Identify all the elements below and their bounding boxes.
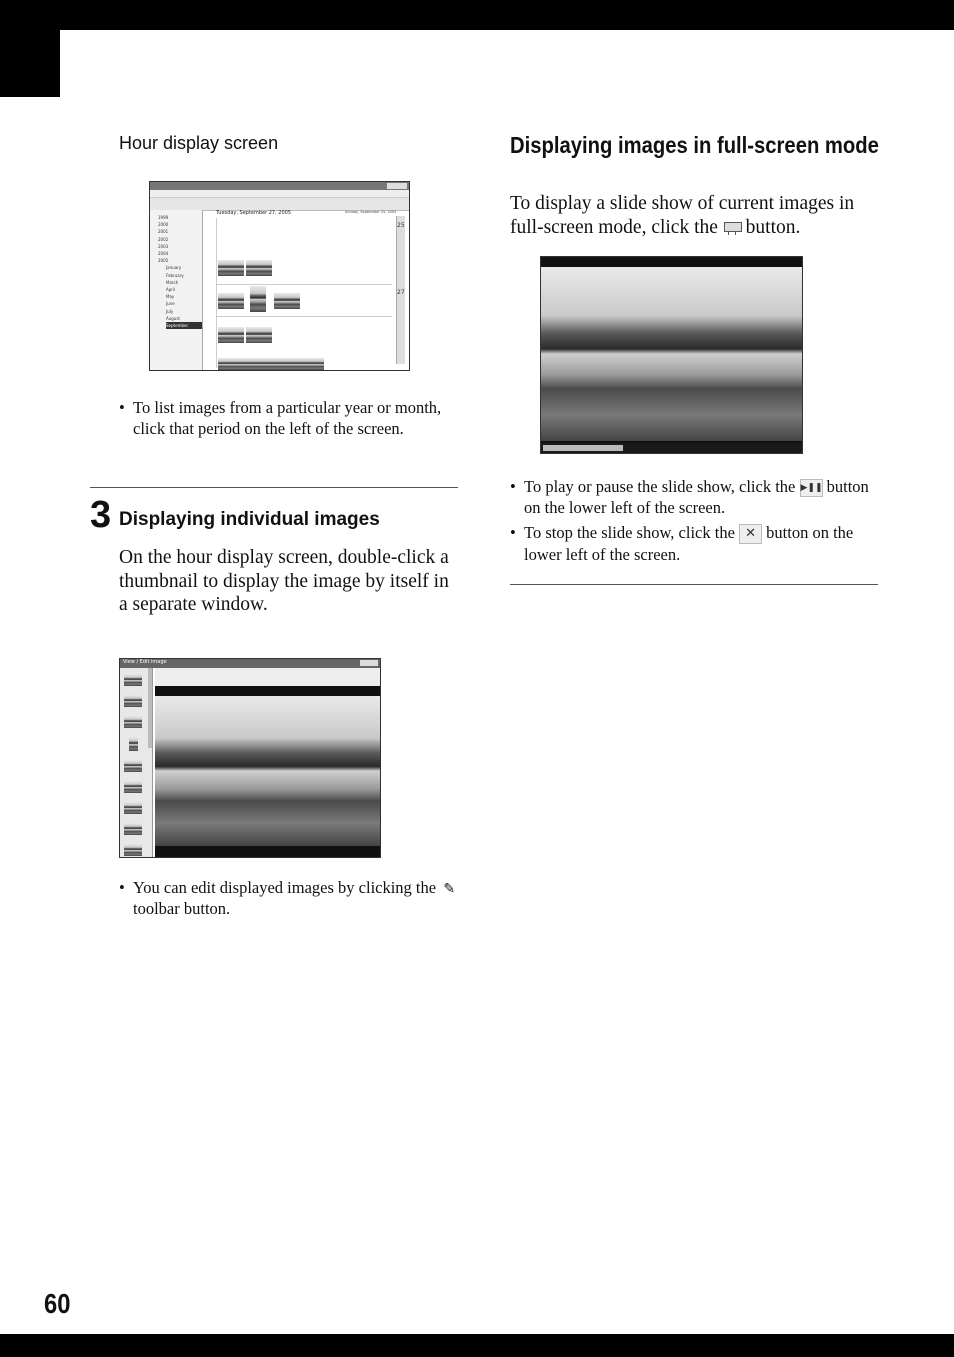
thumbnail[interactable] [274,293,300,309]
bullet-text: button on the lower left of the screen. [524,477,869,518]
slideshow-icon[interactable] [723,221,741,235]
bullet-text: To play or pause the slide show, click the [524,477,796,496]
bullet-stop: • To stop the slide show, click the ✕ button on the lower left of the screen. [510,523,854,565]
play-pause-icon[interactable]: ▶❚❚ [800,479,823,497]
side-month[interactable]: April [166,287,176,293]
thumbnail[interactable] [246,260,272,276]
viewer-title: View / Edit image [123,659,167,665]
thumbnail[interactable] [218,327,244,343]
bottom-bar [0,1334,954,1357]
side-month[interactable]: June [166,301,175,307]
fullscreen-image [541,267,802,441]
edit-icon[interactable]: ✎ [443,881,456,898]
date-header-right: Sunday, September 25, 2005 [345,210,397,214]
section-heading: Displaying images in full-screen mode [510,132,879,158]
bullet-text: button on the lower left of the screen. [524,523,854,565]
step-body: On the hour display screen, double-click a thumbnail to display the image by itself in a separate window. [119,547,449,615]
bullet-text: To list images from a particular year or month, click that period on the left of the screen. [133,398,442,438]
thumbnail[interactable] [246,327,272,343]
side-year[interactable]: 1999 [158,215,169,220]
page-number: 60 [44,1288,71,1319]
top-bar [0,0,954,30]
divider [510,584,878,585]
body-text: To display a slide show of current images in full-screen mode, click the [510,193,855,238]
divider [90,487,458,488]
side-month[interactable]: May [166,294,175,300]
hour-display-screenshot [149,181,410,371]
viewer-image [155,696,380,846]
day-label[interactable]: 25 [397,222,405,229]
viewer-window-screenshot [119,658,381,858]
bullet-text: toolbar button. [133,899,231,918]
fullscreen-screenshot [540,256,803,454]
bullet-text: You can edit displayed images by clicking the [133,878,437,897]
side-year[interactable]: 2000 [158,222,169,228]
step-title: Displaying individual images [119,509,380,530]
side-month[interactable]: February [166,272,184,278]
side-year[interactable]: 2002 [158,236,169,242]
side-year[interactable]: 2004 [158,251,169,257]
section-body [510,192,882,239]
thumbnail-row[interactable] [218,358,324,370]
thumbnail[interactable] [218,293,244,309]
date-header: Tuesday, September 27, 2005 [216,210,292,216]
body-text: button. [745,216,801,238]
bullet-list-period: • To list images from a particular year or month, click that period on the left of the screen. [119,398,442,438]
side-month[interactable]: March [166,279,179,285]
side-year[interactable]: 2001 [158,229,169,235]
side-year[interactable]: 2003 [158,243,169,249]
hour-display-caption: Hour display screen [119,133,279,153]
close-icon[interactable]: ✕ [739,524,762,544]
side-month[interactable]: July [166,308,174,314]
step-number: 3 [90,494,112,536]
day-label[interactable]: 27 [397,289,405,296]
side-month[interactable]: January [166,265,182,271]
side-month[interactable]: August [166,315,180,321]
thumbnail[interactable] [250,286,266,312]
bullet-play-pause: • To play or pause the slide show, click the ▶❚❚ button on the lower left of the screen. [510,477,869,518]
side-month[interactable]: September [166,322,202,329]
top-tab-block [0,30,60,97]
thumbnail[interactable] [218,260,244,276]
side-year[interactable]: 2005 [158,258,169,264]
bullet-edit: • You can edit displayed images by clicking the ✎ toolbar button. [119,877,468,919]
bullet-text: To stop the slide show, click the [524,523,735,542]
